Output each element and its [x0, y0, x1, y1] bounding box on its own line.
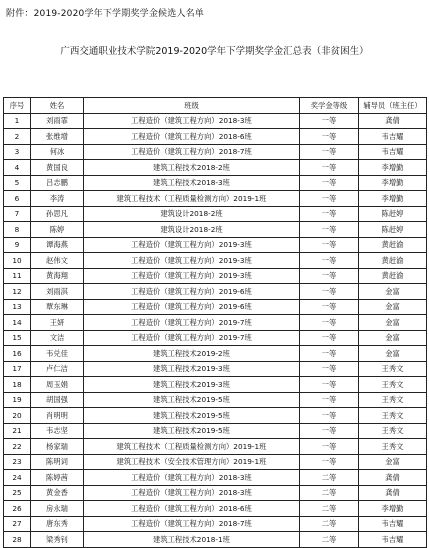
cell-counselor: 金富	[359, 346, 427, 362]
cell-name: 张维增	[31, 129, 84, 145]
cell-counselor: 陈赶婷	[359, 206, 427, 222]
cell-counselor: 王秀文	[359, 408, 427, 424]
cell-counselor: 王秀文	[359, 423, 427, 439]
table-row	[4, 160, 427, 176]
cell-class: 工程造价（建筑工程方向）2018-7班	[84, 144, 300, 160]
cell-counselor: 韦吉耀	[359, 144, 427, 160]
table-header-row	[4, 98, 427, 114]
table-row	[4, 330, 427, 346]
cell-name: 孙思凡	[31, 206, 84, 222]
table-row	[4, 206, 427, 222]
cell-class: 建筑设计2018-2班	[84, 206, 300, 222]
table-row	[4, 144, 427, 160]
cell-level: 一等	[300, 206, 359, 222]
cell-index: 14	[4, 315, 31, 331]
cell-class: 工程造价（建筑工程方向）2018-3班	[84, 113, 300, 129]
table-row	[4, 113, 427, 129]
cell-index: 22	[4, 439, 31, 455]
table-title: 广西交通职业技术学院2019-2020学年下学期奖学金汇总表（非贫困生）	[60, 46, 369, 57]
cell-name: 刘雨淇	[31, 284, 84, 300]
header-level: 奖学金等级	[300, 98, 359, 114]
cell-level: 一等	[300, 315, 359, 331]
cell-level: 一等	[300, 330, 359, 346]
cell-name: 黄国良	[31, 160, 84, 176]
table-row	[4, 361, 427, 377]
cell-class: 工程造价（建筑工程方向）2019-3班	[84, 237, 300, 253]
cell-counselor: 金富	[359, 284, 427, 300]
scholarship-table	[3, 97, 427, 548]
header-counselor: 辅导员（班主任）	[359, 98, 427, 114]
cell-counselor: 金富	[359, 330, 427, 346]
cell-counselor: 黄赶渝	[359, 253, 427, 269]
cell-index: 1	[4, 113, 31, 129]
cell-class: 建筑工程技术2018-1班	[84, 532, 300, 548]
cell-counselor: 王秀文	[359, 392, 427, 408]
cell-index: 19	[4, 392, 31, 408]
table-row	[4, 191, 427, 207]
cell-index: 17	[4, 361, 31, 377]
cell-index: 5	[4, 175, 31, 191]
cell-class: 工程造价（建筑工程方向）2018-3班	[84, 485, 300, 501]
cell-class: 工程造价（建筑工程方向）2019-6班	[84, 299, 300, 315]
cell-index: 24	[4, 470, 31, 486]
cell-class: 工程造价（建筑工程方向）2019-3班	[84, 253, 300, 269]
header-class: 班级	[84, 98, 300, 114]
table-row	[4, 175, 427, 191]
cell-class: 工程造价（建筑工程方向）2019-7班	[84, 315, 300, 331]
cell-level: 一等	[300, 237, 359, 253]
cell-index: 2	[4, 129, 31, 145]
cell-name: 谭海燕	[31, 237, 84, 253]
cell-name: 卢仁洁	[31, 361, 84, 377]
cell-counselor: 韦吉耀	[359, 532, 427, 548]
cell-level: 一等	[300, 253, 359, 269]
cell-name: 覃东琳	[31, 299, 84, 315]
table-row	[4, 299, 427, 315]
cell-name: 赵伟文	[31, 253, 84, 269]
cell-class: 建筑工程技术2019-5班	[84, 423, 300, 439]
cell-class: 建筑工程技术2019-3班	[84, 361, 300, 377]
cell-level: 一等	[300, 160, 359, 176]
cell-level: 一等	[300, 175, 359, 191]
cell-counselor: 韦吉耀	[359, 516, 427, 532]
cell-index: 26	[4, 501, 31, 517]
cell-name: 陈婷	[31, 222, 84, 238]
cell-index: 25	[4, 485, 31, 501]
cell-name: 文洁	[31, 330, 84, 346]
cell-name: 王妍	[31, 315, 84, 331]
cell-class: 建筑工程技术2019-5班	[84, 408, 300, 424]
table-row	[4, 377, 427, 393]
cell-counselor: 龚倩	[359, 113, 427, 129]
cell-index: 23	[4, 454, 31, 470]
table-row	[4, 516, 427, 532]
table-row	[4, 284, 427, 300]
cell-name: 吕志鹏	[31, 175, 84, 191]
cell-level: 一等	[300, 377, 359, 393]
cell-name: 陈明词	[31, 454, 84, 470]
header-name: 姓名	[31, 98, 84, 114]
cell-class: 建筑工程技术（工程质量检测方向）2019-1班	[84, 191, 300, 207]
cell-index: 27	[4, 516, 31, 532]
cell-level: 一等	[300, 299, 359, 315]
cell-index: 11	[4, 268, 31, 284]
cell-class: 工程造价（建筑工程方向）2018-6班	[84, 501, 300, 517]
cell-class: 建筑工程技术2019-2班	[84, 346, 300, 362]
cell-counselor: 李增勤	[359, 191, 427, 207]
header-index: 序号	[4, 98, 31, 114]
attachment-label: 附件：2019-2020学年下学期奖学金候选人名单	[6, 9, 205, 19]
cell-index: 13	[4, 299, 31, 315]
cell-index: 9	[4, 237, 31, 253]
table-row	[4, 315, 427, 331]
cell-counselor: 黄赶渝	[359, 268, 427, 284]
cell-level: 二等	[300, 516, 359, 532]
cell-class: 工程造价（建筑工程方向）2019-7班	[84, 330, 300, 346]
cell-counselor: 王秀文	[359, 361, 427, 377]
cell-counselor: 王秀文	[359, 377, 427, 393]
cell-level: 一等	[300, 113, 359, 129]
cell-level: 一等	[300, 191, 359, 207]
cell-class: 建筑工程技术2018-2班	[84, 160, 300, 176]
table-row	[4, 392, 427, 408]
cell-index: 16	[4, 346, 31, 362]
cell-class: 工程造价（建筑工程方向）2018-3班	[84, 470, 300, 486]
cell-index: 20	[4, 408, 31, 424]
cell-name: 周玉娟	[31, 377, 84, 393]
cell-index: 4	[4, 160, 31, 176]
cell-counselor: 金富	[359, 454, 427, 470]
cell-class: 建筑工程技术2019-3班	[84, 377, 300, 393]
cell-name: 梁秀钊	[31, 532, 84, 548]
cell-level: 一等	[300, 346, 359, 362]
cell-class: 工程造价（建筑工程方向）2018-6班	[84, 129, 300, 145]
cell-level: 一等	[300, 144, 359, 160]
cell-name: 黄金香	[31, 485, 84, 501]
cell-index: 12	[4, 284, 31, 300]
cell-name: 何冰	[31, 144, 84, 160]
table-body	[4, 113, 427, 547]
cell-name: 韦志坚	[31, 423, 84, 439]
cell-counselor: 李增勤	[359, 501, 427, 517]
cell-level: 一等	[300, 361, 359, 377]
cell-name: 韦兑佳	[31, 346, 84, 362]
table-row	[4, 470, 427, 486]
cell-name: 刘雨霏	[31, 113, 84, 129]
cell-level: 一等	[300, 129, 359, 145]
cell-index: 8	[4, 222, 31, 238]
cell-class: 建筑工程技术（工程质量检测方向）2019-1班	[84, 439, 300, 455]
cell-level: 二等	[300, 501, 359, 517]
table-row	[4, 268, 427, 284]
table-row	[4, 454, 427, 470]
cell-class: 工程造价（建筑工程方向）2018-7班	[84, 516, 300, 532]
table-row	[4, 532, 427, 548]
table-row	[4, 346, 427, 362]
cell-index: 10	[4, 253, 31, 269]
cell-class: 建筑工程技术2019-5班	[84, 392, 300, 408]
cell-counselor: 黄赶渝	[359, 237, 427, 253]
cell-index: 7	[4, 206, 31, 222]
cell-level: 二等	[300, 470, 359, 486]
cell-index: 28	[4, 532, 31, 548]
cell-level: 一等	[300, 423, 359, 439]
table-row	[4, 222, 427, 238]
table-row	[4, 237, 427, 253]
table-row	[4, 485, 427, 501]
cell-counselor: 金富	[359, 315, 427, 331]
cell-name: 房永瑞	[31, 501, 84, 517]
cell-counselor: 李增勤	[359, 175, 427, 191]
cell-index: 21	[4, 423, 31, 439]
cell-level: 一等	[300, 439, 359, 455]
cell-level: 一等	[300, 454, 359, 470]
table-row	[4, 129, 427, 145]
cell-class: 工程造价（建筑工程方向）2019-6班	[84, 284, 300, 300]
table-row	[4, 253, 427, 269]
cell-level: 一等	[300, 268, 359, 284]
cell-counselor: 王秀文	[359, 439, 427, 455]
cell-name: 肖明明	[31, 408, 84, 424]
cell-level: 一等	[300, 392, 359, 408]
cell-counselor: 韦吉耀	[359, 129, 427, 145]
cell-class: 建筑工程技术2018-3班	[84, 175, 300, 191]
cell-index: 3	[4, 144, 31, 160]
cell-name: 李涛	[31, 191, 84, 207]
cell-level: 一等	[300, 408, 359, 424]
cell-index: 6	[4, 191, 31, 207]
table-row	[4, 408, 427, 424]
cell-level: 一等	[300, 222, 359, 238]
cell-name: 唐东秀	[31, 516, 84, 532]
cell-class: 建筑设计2018-2班	[84, 222, 300, 238]
cell-counselor: 龚倩	[359, 470, 427, 486]
cell-class: 建筑工程技术（安全技术管理方向）2019-1班	[84, 454, 300, 470]
cell-name: 黄海翔	[31, 268, 84, 284]
cell-name: 杨家瑞	[31, 439, 84, 455]
cell-name: 胡国强	[31, 392, 84, 408]
table-row	[4, 501, 427, 517]
cell-level: 二等	[300, 532, 359, 548]
cell-counselor: 龚倩	[359, 485, 427, 501]
cell-name: 陈婷茜	[31, 470, 84, 486]
cell-counselor: 陈赶婷	[359, 222, 427, 238]
cell-index: 15	[4, 330, 31, 346]
cell-level: 二等	[300, 485, 359, 501]
cell-counselor: 李增勤	[359, 160, 427, 176]
cell-index: 18	[4, 377, 31, 393]
table-row	[4, 439, 427, 455]
table-row	[4, 423, 427, 439]
cell-class: 工程造价（建筑工程方向）2019-3班	[84, 268, 300, 284]
cell-counselor: 金富	[359, 299, 427, 315]
cell-level: 一等	[300, 284, 359, 300]
